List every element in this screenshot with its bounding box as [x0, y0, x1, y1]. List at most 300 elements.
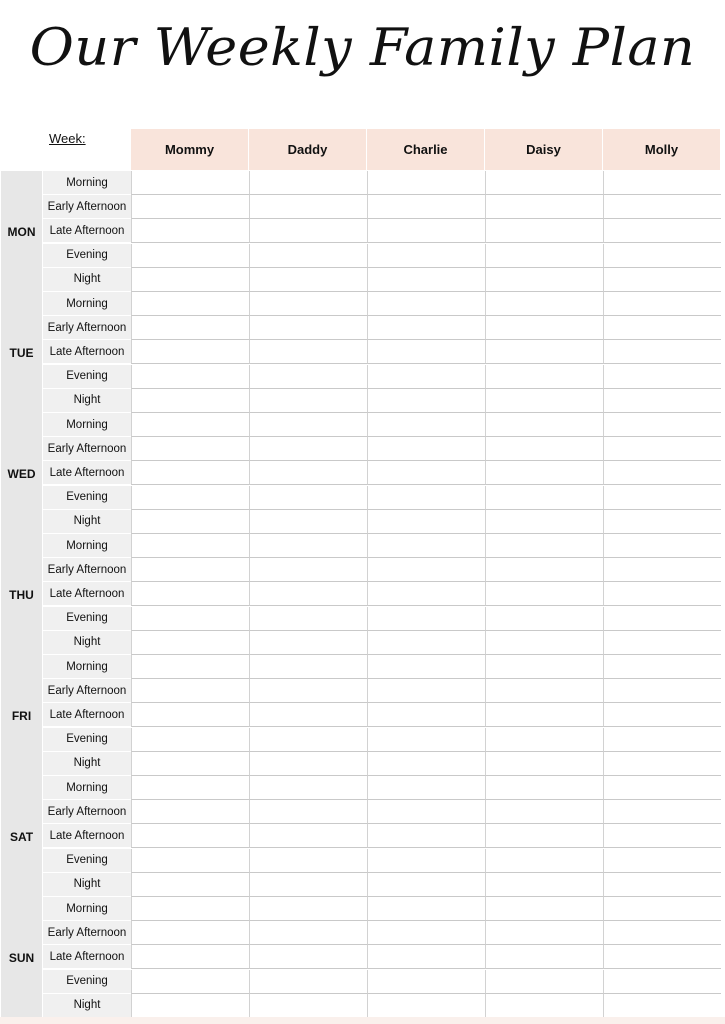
slot-cells	[131, 849, 721, 873]
plan-cell-charlie[interactable]	[367, 873, 485, 897]
slot-label: Night	[43, 631, 131, 654]
plan-cell-charlie[interactable]	[367, 268, 485, 292]
plan-cell-daisy[interactable]	[485, 437, 603, 461]
slot-label: Early Afternoon	[43, 921, 131, 944]
slot-label: Late Afternoon	[43, 219, 131, 242]
plan-cell-molly[interactable]	[603, 824, 721, 848]
plan-cell-molly[interactable]	[603, 655, 721, 679]
plan-cell-mommy[interactable]	[131, 849, 249, 873]
slot-label: Evening	[43, 970, 131, 993]
slot-row	[43, 340, 725, 364]
plan-cell-daisy[interactable]	[485, 461, 603, 485]
plan-cell-daddy[interactable]	[249, 171, 367, 195]
slot-cells	[131, 437, 721, 461]
slot-row	[43, 607, 725, 631]
plan-cell-daisy[interactable]	[485, 340, 603, 364]
plan-cell-molly[interactable]	[603, 607, 721, 631]
plan-cell-charlie[interactable]	[367, 631, 485, 655]
slot-cells	[131, 510, 721, 534]
slot-label: Early Afternoon	[43, 800, 131, 823]
slot-row	[43, 921, 725, 945]
plan-cell-daddy[interactable]	[249, 921, 367, 945]
plan-cell-charlie[interactable]	[367, 195, 485, 219]
slot-cells	[131, 873, 721, 897]
slot-cells	[131, 461, 721, 485]
plan-cell-molly[interactable]	[603, 510, 721, 534]
slot-row	[43, 824, 725, 848]
slot-cells	[131, 800, 721, 824]
plan-cell-daddy[interactable]	[249, 655, 367, 679]
plan-cell-daddy[interactable]	[249, 849, 367, 873]
slot-label: Morning	[43, 413, 131, 436]
slot-label: Night	[43, 873, 131, 896]
slot-label: Evening	[43, 365, 131, 388]
plan-cell-charlie[interactable]	[367, 486, 485, 510]
slot-label: Evening	[43, 607, 131, 630]
plan-cell-daisy[interactable]	[485, 510, 603, 534]
member-header-mommy: Mommy	[131, 129, 248, 170]
plan-cell-charlie[interactable]	[367, 461, 485, 485]
plan-cell-charlie[interactable]	[367, 776, 485, 800]
plan-cell-daisy[interactable]	[485, 994, 603, 1018]
plan-cell-daisy[interactable]	[485, 316, 603, 340]
plan-cell-charlie[interactable]	[367, 510, 485, 534]
plan-cell-daisy[interactable]	[485, 921, 603, 945]
plan-cell-molly[interactable]	[603, 800, 721, 824]
plan-cell-daisy[interactable]	[485, 703, 603, 727]
plan-cell-charlie[interactable]	[367, 316, 485, 340]
slot-row	[43, 582, 725, 606]
day-block-tue	[0, 292, 725, 413]
plan-cell-molly[interactable]	[603, 413, 721, 437]
slot-row	[43, 195, 725, 219]
slot-row	[43, 679, 725, 703]
plan-cell-daddy[interactable]	[249, 365, 367, 389]
plan-cell-daddy[interactable]	[249, 873, 367, 897]
plan-cell-molly[interactable]	[603, 365, 721, 389]
plan-cell-charlie[interactable]	[367, 389, 485, 413]
plan-cell-molly[interactable]	[603, 268, 721, 292]
slot-cells	[131, 679, 721, 703]
plan-cell-charlie[interactable]	[367, 921, 485, 945]
slot-cells	[131, 486, 721, 510]
plan-cell-mommy[interactable]	[131, 752, 249, 776]
plan-cell-charlie[interactable]	[367, 994, 485, 1018]
plan-cell-daisy[interactable]	[485, 800, 603, 824]
slot-label: Morning	[43, 171, 131, 194]
plan-cell-mommy[interactable]	[131, 679, 249, 703]
plan-cell-mommy[interactable]	[131, 316, 249, 340]
plan-cell-mommy[interactable]	[131, 921, 249, 945]
slot-label: Evening	[43, 486, 131, 509]
plan-cell-charlie[interactable]	[367, 244, 485, 268]
slot-cells	[131, 631, 721, 655]
plan-cell-mommy[interactable]	[131, 365, 249, 389]
plan-cell-daddy[interactable]	[249, 486, 367, 510]
week-label: Week:	[49, 131, 86, 146]
plan-cell-mommy[interactable]	[131, 582, 249, 606]
plan-cell-daisy[interactable]	[485, 292, 603, 316]
plan-cell-daddy[interactable]	[249, 679, 367, 703]
plan-cell-daddy[interactable]	[249, 244, 367, 268]
slot-cells	[131, 921, 721, 945]
day-block-sun	[0, 897, 725, 1018]
day-label: THU	[1, 534, 42, 655]
plan-cell-mommy[interactable]	[131, 994, 249, 1018]
plan-cell-daisy[interactable]	[485, 679, 603, 703]
day-label: SUN	[1, 897, 42, 1018]
plan-cell-charlie[interactable]	[367, 582, 485, 606]
slot-label: Morning	[43, 776, 131, 799]
slot-label: Late Afternoon	[43, 824, 131, 847]
member-header-charlie: Charlie	[367, 129, 484, 170]
slot-cells	[131, 171, 721, 195]
day-label: MON	[1, 171, 42, 292]
slot-row	[43, 655, 725, 679]
member-header-molly: Molly	[603, 129, 720, 170]
slot-cells	[131, 365, 721, 389]
plan-cell-mommy[interactable]	[131, 558, 249, 582]
plan-cell-mommy[interactable]	[131, 195, 249, 219]
slot-cells	[131, 752, 721, 776]
slot-row	[43, 970, 725, 994]
slot-cells	[131, 945, 721, 969]
slot-row	[43, 945, 725, 969]
slot-label: Morning	[43, 655, 131, 678]
plan-cell-daddy[interactable]	[249, 994, 367, 1018]
plan-cell-charlie[interactable]	[367, 437, 485, 461]
member-header-daisy: Daisy	[485, 129, 602, 170]
plan-cell-molly[interactable]	[603, 849, 721, 873]
slot-row	[43, 849, 725, 873]
slot-row	[43, 171, 725, 195]
plan-cell-molly[interactable]	[603, 389, 721, 413]
plan-cell-molly[interactable]	[603, 437, 721, 461]
slot-cells	[131, 728, 721, 752]
slot-row	[43, 776, 725, 800]
plan-cell-charlie[interactable]	[367, 655, 485, 679]
plan-cell-mommy[interactable]	[131, 897, 249, 921]
plan-cell-charlie[interactable]	[367, 800, 485, 824]
slot-row	[43, 268, 725, 292]
plan-cell-charlie[interactable]	[367, 607, 485, 631]
plan-cell-daisy[interactable]	[485, 776, 603, 800]
slot-row	[43, 292, 725, 316]
plan-cell-molly[interactable]	[603, 679, 721, 703]
slot-label: Late Afternoon	[43, 703, 131, 726]
slot-label: Late Afternoon	[43, 461, 131, 484]
plan-cell-mommy[interactable]	[131, 776, 249, 800]
day-label: TUE	[1, 292, 42, 413]
plan-cell-charlie[interactable]	[367, 679, 485, 703]
plan-cell-daddy[interactable]	[249, 728, 367, 752]
plan-cell-molly[interactable]	[603, 945, 721, 969]
plan-cell-molly[interactable]	[603, 897, 721, 921]
plan-cell-mommy[interactable]	[131, 268, 249, 292]
plan-cell-molly[interactable]	[603, 340, 721, 364]
plan-cell-mommy[interactable]	[131, 510, 249, 534]
plan-cell-daddy[interactable]	[249, 316, 367, 340]
plan-cell-daddy[interactable]	[249, 268, 367, 292]
plan-cell-molly[interactable]	[603, 486, 721, 510]
slot-row	[43, 558, 725, 582]
slot-cells	[131, 534, 721, 558]
plan-cell-daddy[interactable]	[249, 776, 367, 800]
plan-cell-molly[interactable]	[603, 921, 721, 945]
plan-cell-daisy[interactable]	[485, 582, 603, 606]
plan-cell-daddy[interactable]	[249, 219, 367, 243]
plan-cell-charlie[interactable]	[367, 534, 485, 558]
slot-row	[43, 703, 725, 727]
plan-cell-mommy[interactable]	[131, 800, 249, 824]
plan-cell-mommy[interactable]	[131, 244, 249, 268]
slot-cells	[131, 268, 721, 292]
plan-cell-mommy[interactable]	[131, 437, 249, 461]
slot-label: Evening	[43, 849, 131, 872]
slot-cells	[131, 195, 721, 219]
plan-cell-daddy[interactable]	[249, 582, 367, 606]
slot-row	[43, 534, 725, 558]
slot-label: Morning	[43, 534, 131, 557]
slot-cells	[131, 389, 721, 413]
slot-row	[43, 631, 725, 655]
plan-cell-molly[interactable]	[603, 752, 721, 776]
plan-cell-molly[interactable]	[603, 994, 721, 1018]
plan-cell-daisy[interactable]	[485, 413, 603, 437]
plan-cell-daddy[interactable]	[249, 897, 367, 921]
slot-cells	[131, 897, 721, 921]
page-title: Our Weekly Family Plan	[29, 17, 696, 78]
slot-cells	[131, 776, 721, 800]
plan-cell-charlie[interactable]	[367, 558, 485, 582]
plan-cell-daddy[interactable]	[249, 461, 367, 485]
slot-label: Early Afternoon	[43, 437, 131, 460]
plan-cell-daddy[interactable]	[249, 534, 367, 558]
plan-cell-charlie[interactable]	[367, 897, 485, 921]
plan-cell-mommy[interactable]	[131, 413, 249, 437]
day-label: WED	[1, 413, 42, 534]
plan-cell-mommy[interactable]	[131, 389, 249, 413]
plan-cell-mommy[interactable]	[131, 534, 249, 558]
plan-cell-daisy[interactable]	[485, 607, 603, 631]
plan-cell-charlie[interactable]	[367, 849, 485, 873]
slot-row	[43, 219, 725, 243]
slot-cells	[131, 292, 721, 316]
plan-cell-mommy[interactable]	[131, 703, 249, 727]
plan-cell-molly[interactable]	[603, 316, 721, 340]
slot-cells	[131, 582, 721, 606]
slot-label: Late Afternoon	[43, 340, 131, 363]
plan-cell-mommy[interactable]	[131, 340, 249, 364]
plan-cell-daisy[interactable]	[485, 897, 603, 921]
plan-cell-charlie[interactable]	[367, 824, 485, 848]
slot-label: Night	[43, 389, 131, 412]
slot-row	[43, 897, 725, 921]
plan-cell-molly[interactable]	[603, 703, 721, 727]
bottom-band	[0, 1017, 725, 1024]
plan-cell-daddy[interactable]	[249, 800, 367, 824]
plan-cell-mommy[interactable]	[131, 728, 249, 752]
day-label: SAT	[1, 776, 42, 897]
plan-cell-daddy[interactable]	[249, 631, 367, 655]
slot-row	[43, 728, 725, 752]
plan-cell-charlie[interactable]	[367, 292, 485, 316]
slot-cells	[131, 970, 721, 994]
slot-cells	[131, 244, 721, 268]
plan-cell-daisy[interactable]	[485, 970, 603, 994]
plan-cell-mommy[interactable]	[131, 171, 249, 195]
slot-cells	[131, 340, 721, 364]
member-header-row	[131, 129, 720, 170]
slot-cells	[131, 316, 721, 340]
plan-cell-daisy[interactable]	[485, 486, 603, 510]
plan-cell-daddy[interactable]	[249, 389, 367, 413]
slot-row	[43, 994, 725, 1018]
plan-cell-charlie[interactable]	[367, 970, 485, 994]
plan-cell-charlie[interactable]	[367, 752, 485, 776]
plan-cell-daisy[interactable]	[485, 558, 603, 582]
slot-label: Early Afternoon	[43, 316, 131, 339]
plan-cell-daisy[interactable]	[485, 849, 603, 873]
plan-cell-daisy[interactable]	[485, 752, 603, 776]
slot-row	[43, 389, 725, 413]
plan-cell-daisy[interactable]	[485, 873, 603, 897]
plan-cell-molly[interactable]	[603, 244, 721, 268]
plan-cell-daddy[interactable]	[249, 510, 367, 534]
plan-cell-charlie[interactable]	[367, 365, 485, 389]
plan-cell-charlie[interactable]	[367, 945, 485, 969]
day-block-sat	[0, 776, 725, 897]
plan-cell-molly[interactable]	[603, 461, 721, 485]
plan-cell-daisy[interactable]	[485, 195, 603, 219]
plan-cell-molly[interactable]	[603, 728, 721, 752]
day-label: FRI	[1, 655, 42, 776]
plan-cell-daddy[interactable]	[249, 970, 367, 994]
plan-cell-daddy[interactable]	[249, 607, 367, 631]
plan-cell-molly[interactable]	[603, 631, 721, 655]
plan-cell-molly[interactable]	[603, 558, 721, 582]
plan-cell-molly[interactable]	[603, 219, 721, 243]
plan-cell-charlie[interactable]	[367, 728, 485, 752]
plan-cell-molly[interactable]	[603, 873, 721, 897]
slot-label: Evening	[43, 244, 131, 267]
slot-row	[43, 752, 725, 776]
member-header-daddy: Daddy	[249, 129, 366, 170]
plan-cell-mommy[interactable]	[131, 461, 249, 485]
plan-cell-daddy[interactable]	[249, 340, 367, 364]
plan-cell-daisy[interactable]	[485, 365, 603, 389]
plan-cell-daisy[interactable]	[485, 268, 603, 292]
slot-cells	[131, 558, 721, 582]
slot-label: Morning	[43, 292, 131, 315]
plan-cell-daisy[interactable]	[485, 171, 603, 195]
plan-cell-daisy[interactable]	[485, 219, 603, 243]
plan-cell-daddy[interactable]	[249, 558, 367, 582]
slot-label: Night	[43, 994, 131, 1017]
slot-label: Early Afternoon	[43, 679, 131, 702]
plan-cell-daisy[interactable]	[485, 389, 603, 413]
plan-cell-daddy[interactable]	[249, 195, 367, 219]
slot-label: Late Afternoon	[43, 582, 131, 605]
slot-label: Night	[43, 752, 131, 775]
plan-cell-charlie[interactable]	[367, 171, 485, 195]
slot-row	[43, 461, 725, 485]
slot-row	[43, 244, 725, 268]
plan-cell-molly[interactable]	[603, 171, 721, 195]
plan-cell-daddy[interactable]	[249, 824, 367, 848]
plan-cell-daddy[interactable]	[249, 703, 367, 727]
plan-cell-mommy[interactable]	[131, 655, 249, 679]
slot-cells	[131, 219, 721, 243]
slot-cells	[131, 655, 721, 679]
slot-row	[43, 510, 725, 534]
slot-cells	[131, 607, 721, 631]
plan-cell-daisy[interactable]	[485, 824, 603, 848]
plan-cell-daddy[interactable]	[249, 437, 367, 461]
slot-row	[43, 486, 725, 510]
slot-row	[43, 413, 725, 437]
day-block-thu	[0, 534, 725, 655]
plan-cell-mommy[interactable]	[131, 945, 249, 969]
slot-row	[43, 873, 725, 897]
plan-cell-mommy[interactable]	[131, 873, 249, 897]
plan-cell-mommy[interactable]	[131, 824, 249, 848]
plan-cell-daisy[interactable]	[485, 631, 603, 655]
plan-cell-molly[interactable]	[603, 195, 721, 219]
slot-cells	[131, 824, 721, 848]
slot-label: Morning	[43, 897, 131, 920]
slot-cells	[131, 994, 721, 1018]
plan-cell-mommy[interactable]	[131, 970, 249, 994]
plan-cell-daddy[interactable]	[249, 413, 367, 437]
plan-cell-daddy[interactable]	[249, 752, 367, 776]
plan-cell-charlie[interactable]	[367, 219, 485, 243]
plan-cell-daisy[interactable]	[485, 655, 603, 679]
plan-cell-daisy[interactable]	[485, 728, 603, 752]
plan-cell-daddy[interactable]	[249, 292, 367, 316]
slot-label: Night	[43, 510, 131, 533]
plan-cell-molly[interactable]	[603, 292, 721, 316]
plan-cell-molly[interactable]	[603, 776, 721, 800]
plan-cell-mommy[interactable]	[131, 607, 249, 631]
plan-cell-mommy[interactable]	[131, 631, 249, 655]
plan-cell-charlie[interactable]	[367, 413, 485, 437]
slot-label: Night	[43, 268, 131, 291]
plan-cell-mommy[interactable]	[131, 486, 249, 510]
plan-cell-charlie[interactable]	[367, 703, 485, 727]
plan-cell-daisy[interactable]	[485, 945, 603, 969]
slot-row	[43, 800, 725, 824]
day-block-mon	[0, 171, 725, 292]
plan-cell-molly[interactable]	[603, 970, 721, 994]
plan-cell-mommy[interactable]	[131, 219, 249, 243]
plan-cell-mommy[interactable]	[131, 292, 249, 316]
slot-cells	[131, 413, 721, 437]
slot-row	[43, 316, 725, 340]
slot-cells	[131, 703, 721, 727]
slot-label: Early Afternoon	[43, 195, 131, 218]
plan-cell-daisy[interactable]	[485, 244, 603, 268]
slot-row	[43, 365, 725, 389]
plan-cell-daisy[interactable]	[485, 534, 603, 558]
plan-cell-daddy[interactable]	[249, 945, 367, 969]
slot-label: Early Afternoon	[43, 558, 131, 581]
day-block-fri	[0, 655, 725, 776]
plan-cell-molly[interactable]	[603, 534, 721, 558]
plan-cell-molly[interactable]	[603, 582, 721, 606]
slot-label: Evening	[43, 728, 131, 751]
plan-cell-charlie[interactable]	[367, 340, 485, 364]
